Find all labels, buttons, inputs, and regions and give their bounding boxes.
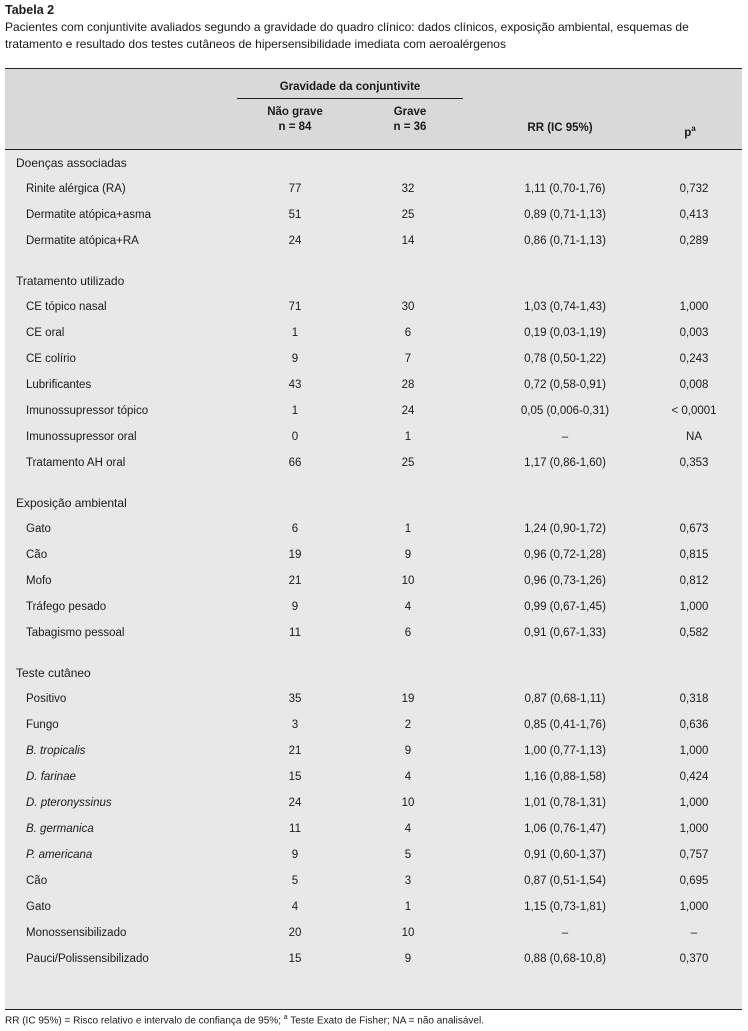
cell-grave: 3 xyxy=(404,875,412,887)
cell-p: 0,636 xyxy=(679,719,709,731)
row-label: CE oral xyxy=(26,327,65,339)
cell-p: 0,582 xyxy=(679,627,709,639)
cell-grave: 9 xyxy=(404,953,412,965)
cell-p: 0,008 xyxy=(679,379,709,391)
table-title: Tabela 2 xyxy=(5,3,55,17)
row-label: Rinite alérgica (RA) xyxy=(26,183,126,195)
cell-rr: 0,87 (0,68-1,11) xyxy=(524,693,606,705)
cell-p: 0,757 xyxy=(679,849,709,861)
cell-grave: 9 xyxy=(404,549,412,561)
header-col-rr: RR (IC 95%) xyxy=(527,122,593,134)
cell-p: 0,318 xyxy=(679,693,709,705)
cell-rr: 1,03 (0,74-1,43) xyxy=(524,301,606,313)
cell-rr: 1,01 (0,78-1,31) xyxy=(524,797,606,809)
cell-p: 0,695 xyxy=(679,875,709,887)
section-title: Teste cutâneo xyxy=(16,666,91,680)
cell-nao-grave: 71 xyxy=(288,301,302,313)
cell-p: NA xyxy=(686,431,702,443)
row-label: Fungo xyxy=(26,719,59,731)
cell-p: 1,000 xyxy=(679,301,709,313)
cell-p: 0,003 xyxy=(679,327,709,339)
cell-rr: 0,88 (0,68-10,8) xyxy=(524,953,606,965)
cell-rr: 0,72 (0,58-0,91) xyxy=(524,379,606,391)
cell-grave: 1 xyxy=(404,523,412,535)
cell-grave: 25 xyxy=(401,209,415,221)
section-title: Doenças associadas xyxy=(16,156,127,170)
row-label: P. americana xyxy=(26,849,93,861)
cell-nao-grave: 11 xyxy=(289,627,301,639)
cell-p: 0,289 xyxy=(679,235,709,247)
row-label: Positivo xyxy=(26,693,67,705)
cell-grave: 32 xyxy=(401,183,415,195)
cell-grave: 10 xyxy=(401,797,415,809)
data-table xyxy=(5,68,742,1010)
cell-rr: 0,96 (0,73-1,26) xyxy=(524,575,606,587)
footnote-text-2: Teste Exato de Fisher; NA = não analisável. xyxy=(287,1015,484,1027)
table-header xyxy=(5,69,742,149)
cell-nao-grave: 77 xyxy=(288,183,302,195)
cell-grave: 9 xyxy=(404,745,412,757)
table-caption: Pacientes com conjuntivite avaliados segundo a gravidade do quadro clínico: dados clínicos, exposição ambiental, esquemas de tratamento e resultado dos testes cutâneos de hipersensibilidade imediata com aeroalérgenos xyxy=(5,20,689,51)
header-col-nao-grave-label: Não grave xyxy=(267,106,323,118)
cell-grave: 5 xyxy=(404,849,412,861)
cell-grave: 19 xyxy=(401,693,415,705)
cell-nao-grave: 9 xyxy=(291,849,299,861)
cell-rr: 0,05 (0,006-0,31) xyxy=(520,405,610,417)
cell-p: 0,424 xyxy=(679,771,709,783)
row-label: CE tópico nasal xyxy=(26,301,107,313)
cell-p: 0,243 xyxy=(679,353,709,365)
footnote-superscript: a xyxy=(283,1014,288,1021)
row-label: Tráfego pesado xyxy=(26,601,107,613)
cell-nao-grave: 9 xyxy=(291,353,299,365)
cell-grave: 1 xyxy=(404,431,412,443)
cell-nao-grave: 19 xyxy=(288,549,302,561)
cell-grave: 28 xyxy=(401,379,415,391)
cell-p: 1,000 xyxy=(679,797,709,809)
cell-rr: 1,00 (0,77-1,13) xyxy=(524,745,606,757)
header-group-label: Gravidade da conjuntivite xyxy=(279,81,421,93)
cell-nao-grave: 15 xyxy=(288,771,302,783)
cell-rr: 1,15 (0,73-1,81) xyxy=(524,901,606,913)
header-group-rule xyxy=(237,98,463,99)
cell-grave: 14 xyxy=(401,235,415,247)
row-label: Cão xyxy=(26,875,48,887)
header-bottom-rule xyxy=(5,149,742,150)
row-label: Monossensibilizado xyxy=(26,927,127,939)
cell-nao-grave: 35 xyxy=(288,693,302,705)
table-footnote xyxy=(5,1014,484,1026)
cell-grave: 2 xyxy=(404,719,412,731)
cell-p: < 0,0001 xyxy=(671,405,717,417)
row-label: Dermatite atópica+RA xyxy=(26,235,139,247)
header-col-nao-grave xyxy=(245,105,345,135)
cell-rr: 1,11 (0,70-1,76) xyxy=(524,183,606,195)
cell-grave: 4 xyxy=(404,601,412,613)
row-label: Gato xyxy=(26,901,51,913)
cell-p: – xyxy=(690,927,698,939)
cell-nao-grave: 24 xyxy=(288,797,302,809)
row-label: Tabagismo pessoal xyxy=(26,627,125,639)
cell-nao-grave: 21 xyxy=(288,575,302,587)
cell-grave: 30 xyxy=(401,301,415,313)
cell-nao-grave: 20 xyxy=(288,927,302,939)
cell-rr: 1,17 (0,86-1,60) xyxy=(524,457,606,469)
cell-rr: 0,86 (0,71-1,13) xyxy=(524,235,606,247)
cell-grave: 1 xyxy=(404,901,412,913)
cell-rr: – xyxy=(561,927,569,939)
cell-nao-grave: 24 xyxy=(288,235,302,247)
cell-p: 1,000 xyxy=(679,745,709,757)
cell-nao-grave: 66 xyxy=(288,457,302,469)
cell-p: 0,370 xyxy=(679,953,709,965)
cell-rr: 0,96 (0,72-1,28) xyxy=(524,549,606,561)
cell-p: 0,812 xyxy=(679,575,709,587)
cell-nao-grave: 3 xyxy=(291,719,299,731)
row-label: Imunossupressor oral xyxy=(26,431,137,443)
cell-p: 1,000 xyxy=(679,823,709,835)
section-title: Tratamento utilizado xyxy=(16,274,125,288)
header-col-p xyxy=(660,121,720,141)
row-label: Dermatite atópica+asma xyxy=(26,209,151,221)
cell-nao-grave: 43 xyxy=(288,379,302,391)
row-label: Lubrificantes xyxy=(26,379,92,391)
cell-rr: 0,89 (0,71-1,13) xyxy=(524,209,606,221)
cell-grave: 25 xyxy=(401,457,415,469)
cell-nao-grave: 5 xyxy=(291,875,299,887)
row-label: Tratamento AH oral xyxy=(26,457,126,469)
cell-p: 0,353 xyxy=(679,457,709,469)
cell-nao-grave: 0 xyxy=(291,431,299,443)
cell-rr: 1,06 (0,76-1,47) xyxy=(524,823,606,835)
cell-rr: 1,24 (0,90-1,72) xyxy=(524,523,606,535)
header-col-grave xyxy=(360,105,460,135)
cell-nao-grave: 1 xyxy=(291,327,299,339)
cell-p: 0,413 xyxy=(679,209,709,221)
cell-rr: 0,87 (0,51-1,54) xyxy=(524,875,606,887)
header-col-grave-label: Grave xyxy=(393,106,427,118)
header-col-grave-n: n = 36 xyxy=(393,121,427,133)
cell-grave: 4 xyxy=(404,823,412,835)
header-col-p-superscript: a xyxy=(691,124,696,133)
cell-nao-grave: 51 xyxy=(288,209,302,221)
cell-nao-grave: 15 xyxy=(288,953,302,965)
row-label: CE colírio xyxy=(26,353,76,365)
cell-nao-grave: 11 xyxy=(289,823,301,835)
row-label: D. pteronyssinus xyxy=(26,797,112,809)
cell-grave: 6 xyxy=(404,627,412,639)
row-label: B. tropicalis xyxy=(26,745,86,757)
cell-grave: 10 xyxy=(401,575,415,587)
row-label: D. farinae xyxy=(26,771,76,783)
row-label: B. germanica xyxy=(26,823,94,835)
cell-rr: 0,91 (0,67-1,33) xyxy=(524,627,606,639)
cell-nao-grave: 6 xyxy=(291,523,299,535)
cell-nao-grave: 4 xyxy=(291,901,299,913)
cell-grave: 24 xyxy=(401,405,415,417)
cell-nao-grave: 21 xyxy=(288,745,302,757)
cell-rr: 0,91 (0,60-1,37) xyxy=(524,849,606,861)
cell-rr: 0,19 (0,03-1,19) xyxy=(524,327,606,339)
section-title: Exposição ambiental xyxy=(16,496,127,510)
cell-p: 0,732 xyxy=(679,183,709,195)
cell-p: 1,000 xyxy=(679,901,709,913)
cell-p: 1,000 xyxy=(679,601,709,613)
row-label: Gato xyxy=(26,523,51,535)
footnote-text-1: RR (IC 95%) = Risco relativo e intervalo de confiança de 95%; xyxy=(5,1015,284,1027)
cell-grave: 10 xyxy=(401,927,415,939)
cell-p: 0,673 xyxy=(679,523,709,535)
cell-grave: 6 xyxy=(404,327,412,339)
cell-grave: 7 xyxy=(404,353,412,365)
header-col-p-label: p xyxy=(684,126,692,139)
cell-rr: – xyxy=(561,431,569,443)
row-label: Imunossupressor tópico xyxy=(26,405,149,417)
cell-p: 0,815 xyxy=(679,549,709,561)
cell-rr: 1,16 (0,88-1,58) xyxy=(524,771,606,783)
row-label: Mofo xyxy=(26,575,52,587)
cell-nao-grave: 1 xyxy=(291,405,299,417)
cell-rr: 0,99 (0,67-1,45) xyxy=(524,601,606,613)
cell-grave: 4 xyxy=(404,771,412,783)
cell-rr: 0,85 (0,41-1,76) xyxy=(524,719,606,731)
cell-rr: 0,78 (0,50-1,22) xyxy=(524,353,606,365)
cell-nao-grave: 9 xyxy=(291,601,299,613)
row-label: Pauci/Polissensibilizado xyxy=(26,953,149,965)
row-label: Cão xyxy=(26,549,48,561)
header-col-nao-grave-n: n = 84 xyxy=(278,121,312,133)
